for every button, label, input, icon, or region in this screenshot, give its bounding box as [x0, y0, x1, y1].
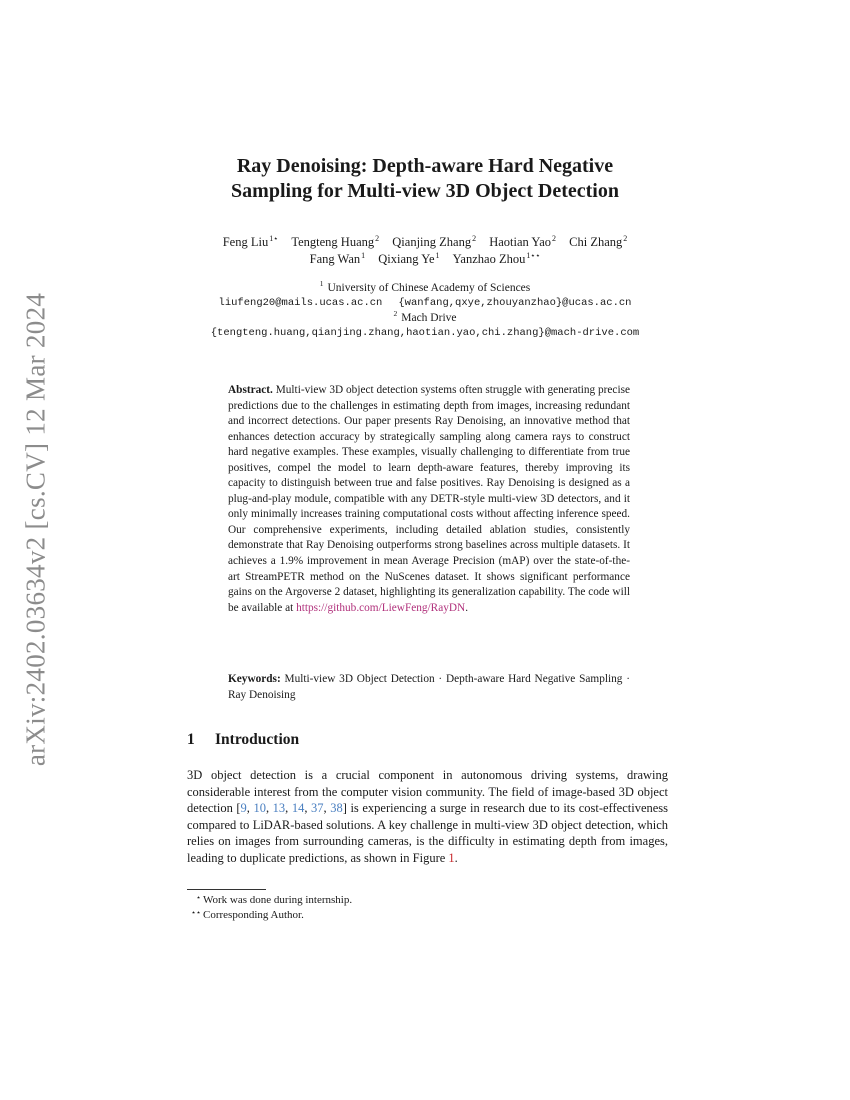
paper-title [0, 154, 850, 204]
author: Qixiang Ye$^1$ [378, 251, 440, 266]
footnote: ⋆⋆ Corresponding Author. [190, 908, 304, 921]
author: Haotian Yao$^2$ [489, 234, 557, 249]
author: Feng Liu$^{1⋆}$ [222, 234, 279, 249]
introduction-paragraph: 3D object detection is a crucial component in autonomous driving systems, drawing considerable interest from the computer vision community. The field of image-based 3D object detection [9, 10, 13, 14, 37, 38] is experiencing a surge in research due to its cost-effectiveness compared to LiDAR-based solutions. A key challenge in multi-view 3D object detection, which relies on images from surrounding cameras, is the difficulty in estimating depth from images, leading to duplicate predictions, as shown in Figure 1. [187, 768, 669, 865]
affiliation-2: $^2$ Mach Drive [393, 309, 457, 324]
author: Tengteng Huang$^2$ [291, 234, 380, 249]
author: Chi Zhang$^2$ [569, 234, 628, 249]
abstract-label: Abstract. [228, 384, 273, 396]
author-line-2 [0, 251, 850, 268]
keywords-label: Keywords: [228, 673, 281, 685]
footnote-divider [187, 889, 266, 890]
footnotes [187, 893, 352, 923]
author: Fang Wan$^1$ [309, 251, 366, 266]
code-link[interactable]: https://github.com/LiewFeng/RayDN [296, 601, 466, 614]
affiliation-1: $^1$ University of Chinese Academy of Sciences [319, 279, 531, 294]
keywords-text: Multi-view 3D Object Detection · Depth-aware Hard Negative Sampling · Ray Denoising [228, 673, 630, 701]
author-line-1 [0, 234, 850, 251]
affiliation-1-emails: liufeng20@mails.ucas.ac.cn {wanfang,qxye,zhouyanzhao}@ucas.ac.cn [218, 297, 632, 309]
citation-link[interactable]: 37 [311, 801, 324, 816]
citation-link[interactable]: 9 [240, 801, 247, 816]
affiliation-2-emails: {tengteng.huang,qianjing.zhang,haotian.yao,chi.zhang}@mach-drive.com [210, 327, 640, 339]
author: Yanzhao Zhou$^{1⋆⋆}$ [452, 251, 541, 266]
citation-link[interactable]: 10 [253, 801, 266, 816]
arxiv-identifier-stamp: arXiv:2402.03634v2 [cs.CV] 12 Mar 2024 [20, 292, 51, 767]
citation-link[interactable]: 38 [330, 801, 343, 816]
citation-link[interactable]: 14 [291, 801, 305, 816]
abstract: Abstract. Multi-view 3D object detection systems often struggle with generating precise predictions due to the challenges in estimating depth from images, increasing redundant and incorrect detections. Our paper presents Ray Denoising, an innovative method that enhances detection accuracy by strategically sampling along camera rays to construct hard negative examples. These examples, visually challenging to differentiate from true positives, compel the model to learn depth-aware features, thereby improving its capacity to distinguish between true and false positives. Ray Denoising is designed as a plug-and-play module, compatible with any DETR-style multi-view 3D detectors, and it only minimally increases training computational costs without affecting inference speed. Our comprehensive experiments, including detailed ablation studies, consistently demonstrate that Ray Denoising outperforms strong baselines across multiple datasets. It achieves a 1.9% improvement in mean Average Precision (mAP) over the state-of-the-art StreamPETR method on the NuScenes dataset. It shows significant performance gains on the Argoverse 2 dataset, highlighting its generalization capability. The code will be available at https://github.com/LiewFeng/RayDN. [228, 384, 630, 614]
section-heading-introduction: 1 Introduction [187, 731, 300, 748]
affiliations [0, 281, 850, 341]
keywords [228, 672, 630, 703]
title-line-2: Sampling for Multi-view 3D Object Detection [231, 180, 619, 202]
author: Qianjing Zhang$^2$ [392, 234, 477, 249]
citation-link[interactable]: 13 [272, 801, 286, 816]
footnote: ⋆ Work was done during internship. [195, 893, 353, 906]
abstract-text: Multi-view 3D object detection systems often struggle with generating precise predictions due to the challenges in estimating depth from images, increasing redundant and incorrect detections. Our paper presents Ray Denoising, an innovative method that enhances detection accuracy by strategically sampling along camera rays to construct hard negative examples. These examples, visually challenging to differentiate from true positives, compel the model to learn depth-aware features, thereby improving its capacity to distinguish between true and false positives. Ray Denoising is designed as a plug-and-play module, compatible with any DETR-style multi-view 3D detectors, and it only minimally increases training computational costs without affecting inference speed. Our comprehensive experiments, including detailed ablation studies, consistently demonstrate that Ray Denoising outperforms strong baselines across multiple datasets. It achieves a 1.9% improvement in mean Average Precision (mAP) over the state-of-the-art StreamPETR method on the NuScenes dataset. It shows significant performance gains on the Argoverse 2 dataset, highlighting its generalization capability. The code will be available at [228, 384, 630, 614]
title-line-1: Ray Denoising: Depth-aware Hard Negative [236, 155, 614, 177]
figure-reference-link[interactable]: 1 [448, 850, 455, 865]
author-list [0, 234, 850, 268]
